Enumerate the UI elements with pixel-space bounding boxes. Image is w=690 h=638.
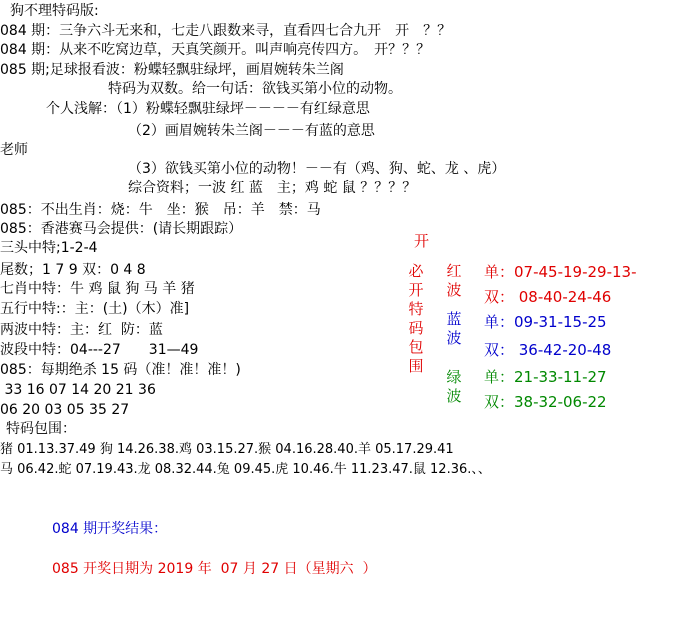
seven-zodiac-line: 七肖中特：牛 鸡 鼠 狗 马 羊 猪 <box>0 281 195 297</box>
line-084-b: 084 期：从来不吃窝边草，天真笑颜开。叫声响亮传四方。 开？？？ <box>0 42 431 58</box>
bracket-row-2: 马 06.42.蛇 07.19.43.龙 08.32.44.兔 09.45.虎 10.46.牛 11.23.47.鼠 12.36.、、 <box>0 462 491 477</box>
line-084-a: 084 期：三争六斗无来和，七走八跟数来寻，直看四七合九开 开 ？？ <box>0 23 452 39</box>
result-line: 084 期开奖结果： <box>52 521 168 537</box>
bracket-row-1: 猪 01.13.37.49 狗 14.26.38.鸡 03.15.27.猴 04.16.28.40.羊 05.17.29.41 <box>0 442 454 457</box>
red-wave-label: 红波 <box>446 262 462 299</box>
summary-line: 综合资料；一波 红 蓝 主；鸡 蛇 鼠 ？？？？ <box>128 180 417 196</box>
line-085-b: 特码为双数。给一句话：欲钱买第小位的动物。 <box>108 81 402 97</box>
blue-wave-label: 蓝波 <box>446 310 462 347</box>
vertical-bracket-label: 必开特码包围 <box>408 262 424 375</box>
opinion-2: （2）画眉婉转朱兰阁－－－有蓝的意思 <box>128 123 375 139</box>
kill-line: 085：每期绝杀 15 码（准！准！准！) <box>0 362 241 378</box>
zodiac-line: 085：不出生肖：烧：牛 坐：猴 吊：羊 禁：马 <box>0 202 321 218</box>
numbers-row-1: 33 16 07 14 20 21 36 <box>0 382 156 398</box>
blue-single-numbers: 单：09-31-15-25 <box>484 313 607 331</box>
two-wave-line: 两波中特：主：红 防：蓝 <box>0 322 163 338</box>
opinion-3: （3）欲钱买第小位的动物！－－有（鸡、狗、蛇、龙 、虎） <box>128 161 506 177</box>
green-double-numbers: 双：38-32-06-22 <box>484 393 607 411</box>
draw-date-line: 085 开奖日期为 2019 年 07 月 27 日（星期六 ） <box>52 561 377 577</box>
head3-line: 三头中特;1-2-4 <box>0 240 98 256</box>
red-double-numbers: 双： 08-40-24-46 <box>484 288 612 306</box>
green-single-numbers: 单：21-33-11-27 <box>484 368 607 386</box>
opinion-1: 个人浅解：（1）粉蝶轻飘驻绿坪－－－－有红绿意思 <box>46 101 370 117</box>
section-line: 波段中特：04---27 31—49 <box>0 342 199 358</box>
blue-double-numbers: 双： 36-42-20-48 <box>484 341 612 359</box>
red-single-numbers: 单：07-45-19-29-13- <box>484 263 637 281</box>
tail-line: 尾数；1 7 9 双：0 4 8 <box>0 262 146 278</box>
line-085-a: 085 期;足球报看波：粉蝶轻飘驻绿坪，画眉婉转朱兰阁 <box>0 62 344 78</box>
teacher-label: 老师 <box>0 142 28 158</box>
bracket-label: 特码包围： <box>6 421 76 437</box>
numbers-row-2: 06 20 03 05 35 27 <box>0 402 130 418</box>
kai-label: 开 <box>414 232 430 250</box>
hk-line: 085：香港赛马会提供：(请长期跟踪） <box>0 221 243 237</box>
five-element-line: 五行中特:：主：(土)（木）准] <box>0 301 190 317</box>
green-wave-label: 绿波 <box>446 368 462 405</box>
page-title: 狗不理特码版: <box>10 3 99 19</box>
